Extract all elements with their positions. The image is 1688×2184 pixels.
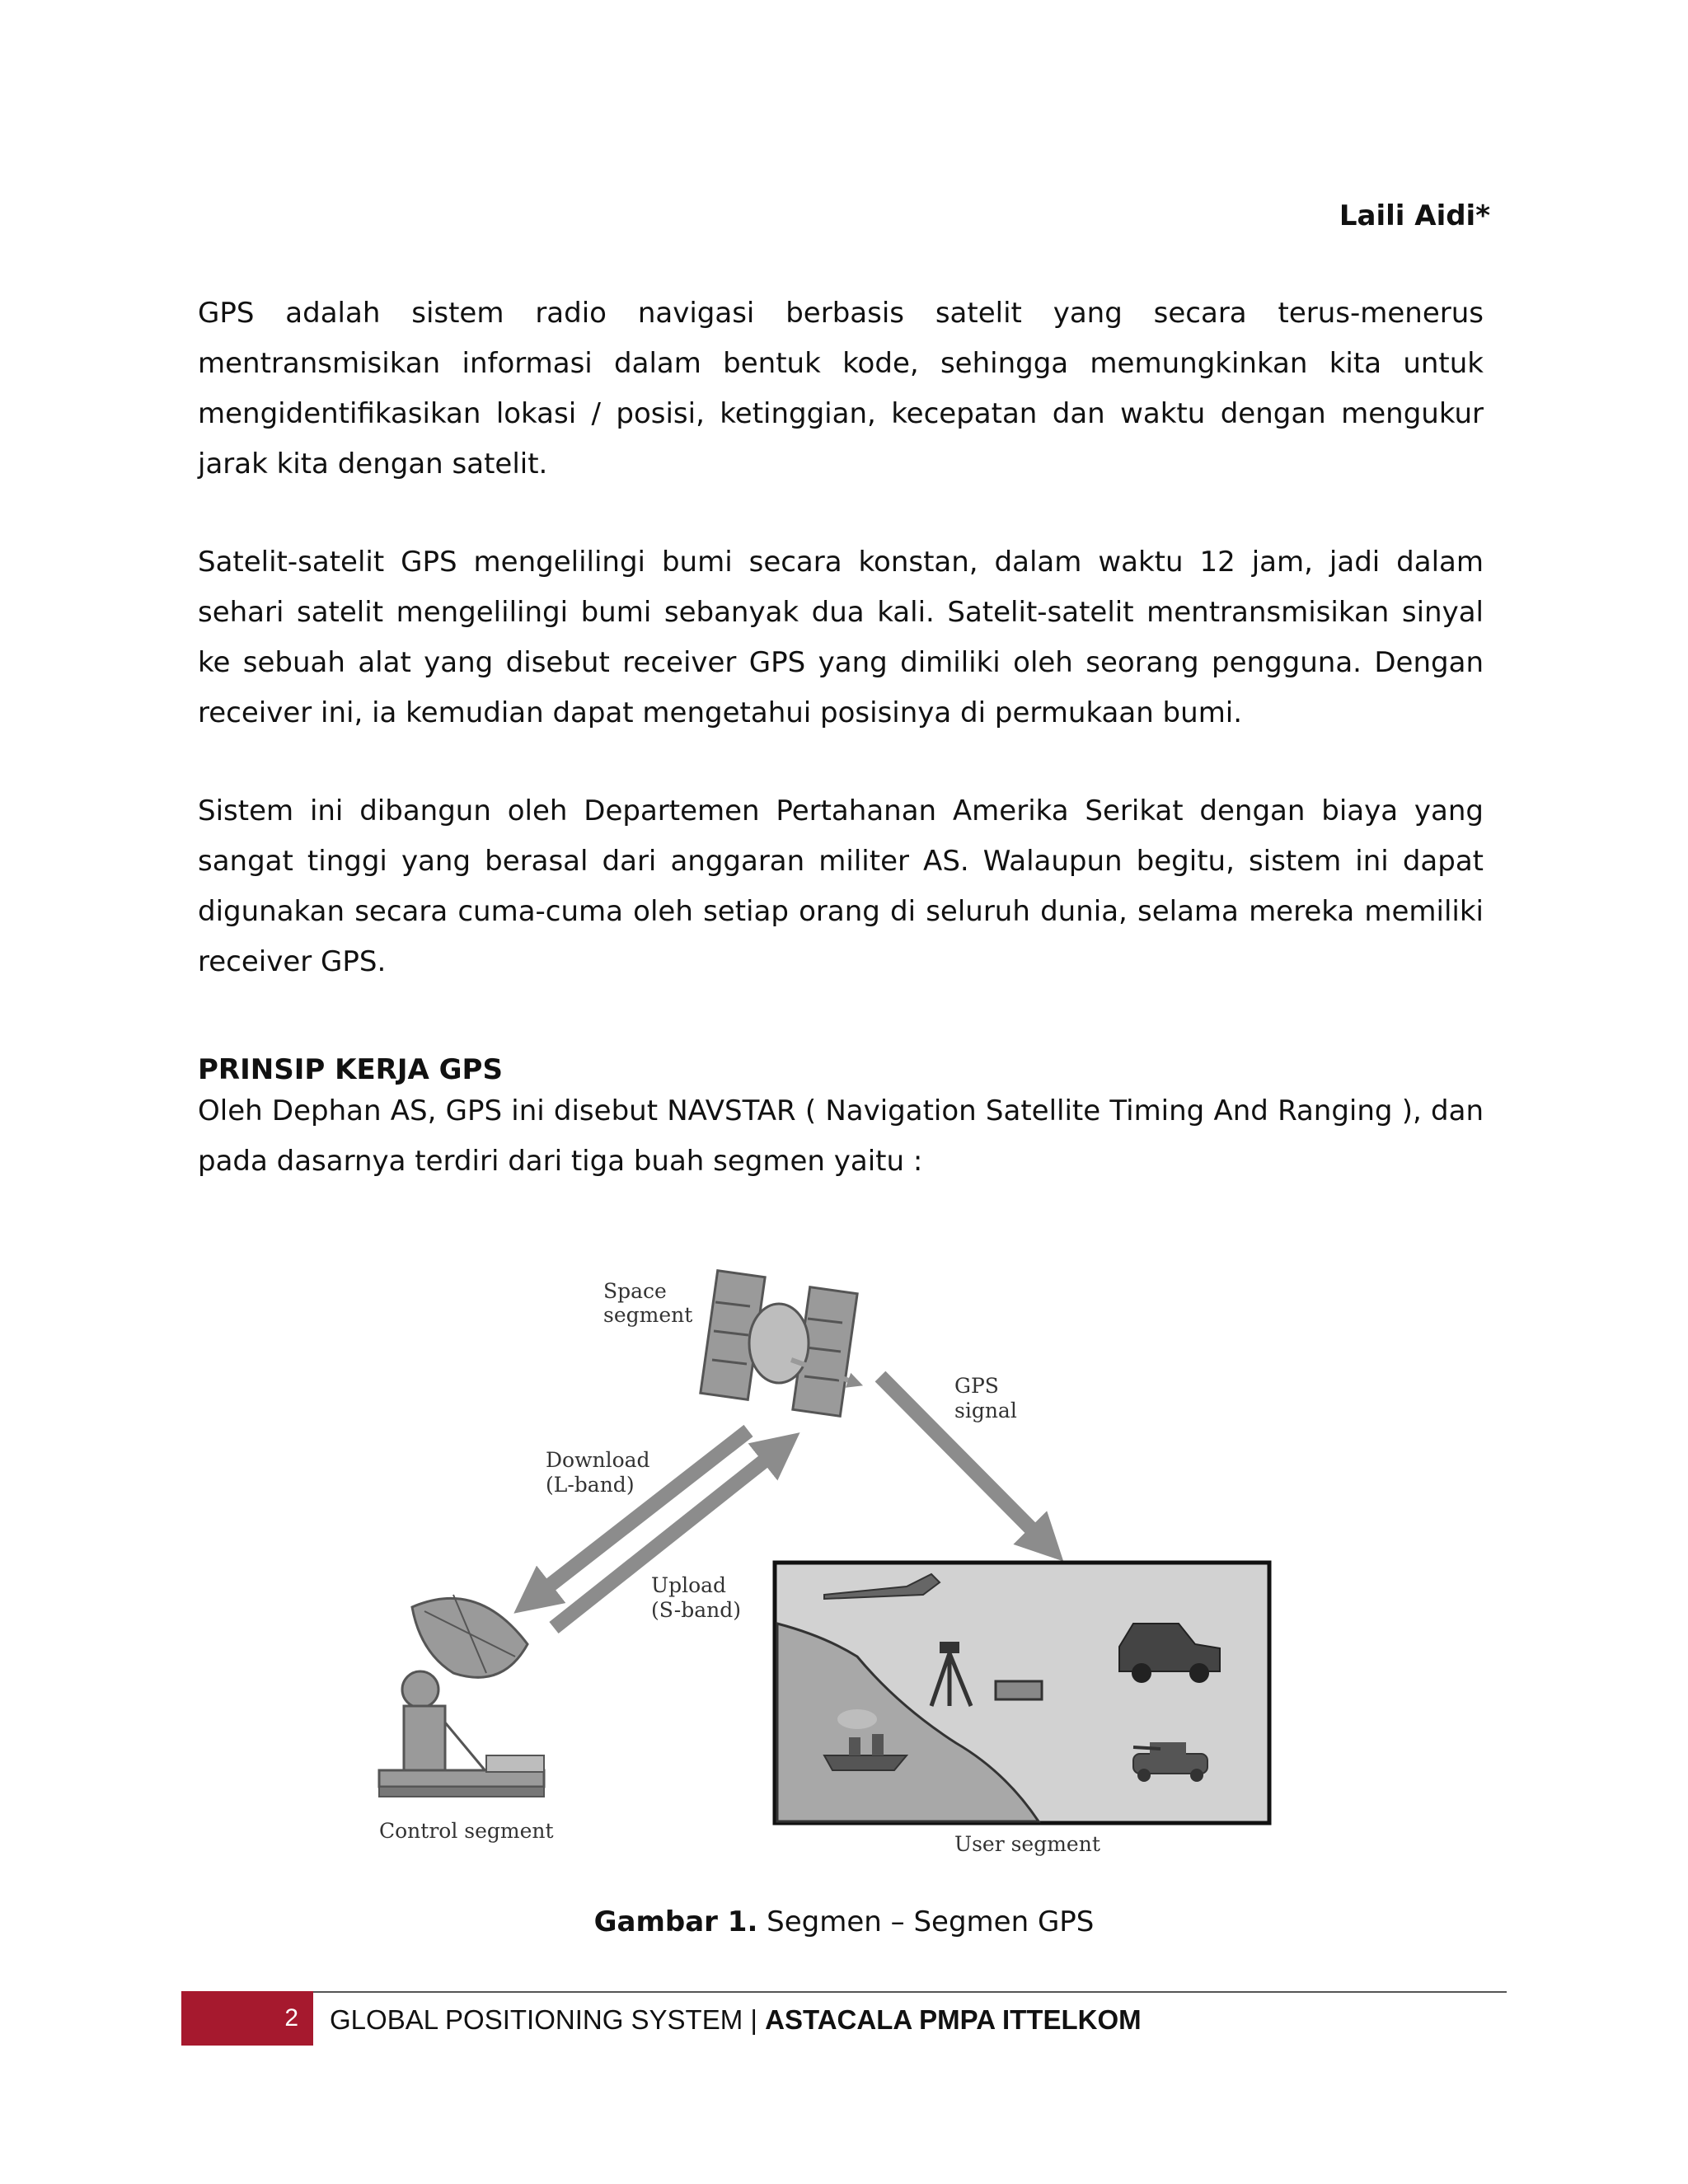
- footer-title-block: [330, 1998, 1142, 2042]
- gps-segments-diagram: [363, 1261, 1302, 1896]
- paragraph-3: Sistem ini dibangun oleh Departemen Pertahanan Amerika Serikat dengan biaya yang sangat tinggi yang berasal dari anggaran militer AS. Walaupun begitu, sistem ini dapat digunakan secara cuma-cuma oleh setiap orang di seluruh dunia, selama mereka memiliki receiver GPS.: [198, 794, 1484, 978]
- space-segment-label-2: segment: [603, 1303, 693, 1327]
- download-label-1: Download: [546, 1448, 650, 1472]
- space-segment-label-1: Space: [603, 1279, 667, 1303]
- footer-title: GLOBAL POSITIONING SYSTEM: [330, 2004, 743, 2035]
- footer-rule: [313, 1991, 1507, 1993]
- satellite-icon: [701, 1271, 857, 1417]
- paragraph-1: GPS adalah sistem radio navigasi berbasis satelit yang secara terus-menerus mentransmisikan informasi dalam bentuk kode, sehingga memungkinkan kita untuk mengidentifikasikan lokasi / posisi, ketinggian, kecepatan dan waktu dengan mengukur jarak kita dengan satelit.: [198, 297, 1484, 480]
- upload-label-1: Upload: [651, 1573, 727, 1597]
- gps-signal-label-1: GPS: [954, 1374, 999, 1398]
- ground-station-icon: [379, 1595, 544, 1797]
- section-paragraph: Oleh Dephan AS, GPS ini disebut NAVSTAR ( Navigation Satellite Timing And Ranging ), dan pada dasarnya terdiri dari tiga buah segmen yaitu :: [198, 1094, 1484, 1178]
- upload-label-2: (S-band): [651, 1598, 742, 1622]
- gps-signal-label-2: signal: [954, 1399, 1017, 1422]
- download-label-2: (L-band): [546, 1473, 635, 1497]
- footer-page-number: 2: [181, 1991, 313, 2046]
- caption-text: Segmen – Segmen GPS: [757, 1905, 1095, 1938]
- user-segment-label: User segment: [954, 1832, 1100, 1856]
- author-name: Laili Aidi*: [1339, 199, 1490, 232]
- gps-segments-figure: [363, 1261, 1302, 1896]
- section-heading: PRINSIP KERJA GPS: [198, 1053, 503, 1086]
- footer-separator: |: [743, 2004, 766, 2035]
- paragraph-2: Satelit-satelit GPS mengelilingi bumi secara konstan, dalam waktu 12 jam, jadi dalam sehari satelit mengelilingi bumi sebanyak dua kali. Satelit-satelit mentransmisikan sinyal ke sebuah alat yang disebut receiver GPS yang dimiliki oleh seorang pengguna. Dengan receiver ini, ia kemudian dapat mengetahui posisinya di permukaan bumi.: [198, 546, 1484, 729]
- control-segment-label: Control segment: [379, 1819, 554, 1843]
- figure-caption: [0, 1902, 1688, 1942]
- footer-brand: ASTACALA PMPA ITTELKOM: [765, 2004, 1142, 2035]
- user-segment-panel: [775, 1563, 1269, 1823]
- caption-prefix: Gambar 1.: [593, 1905, 758, 1938]
